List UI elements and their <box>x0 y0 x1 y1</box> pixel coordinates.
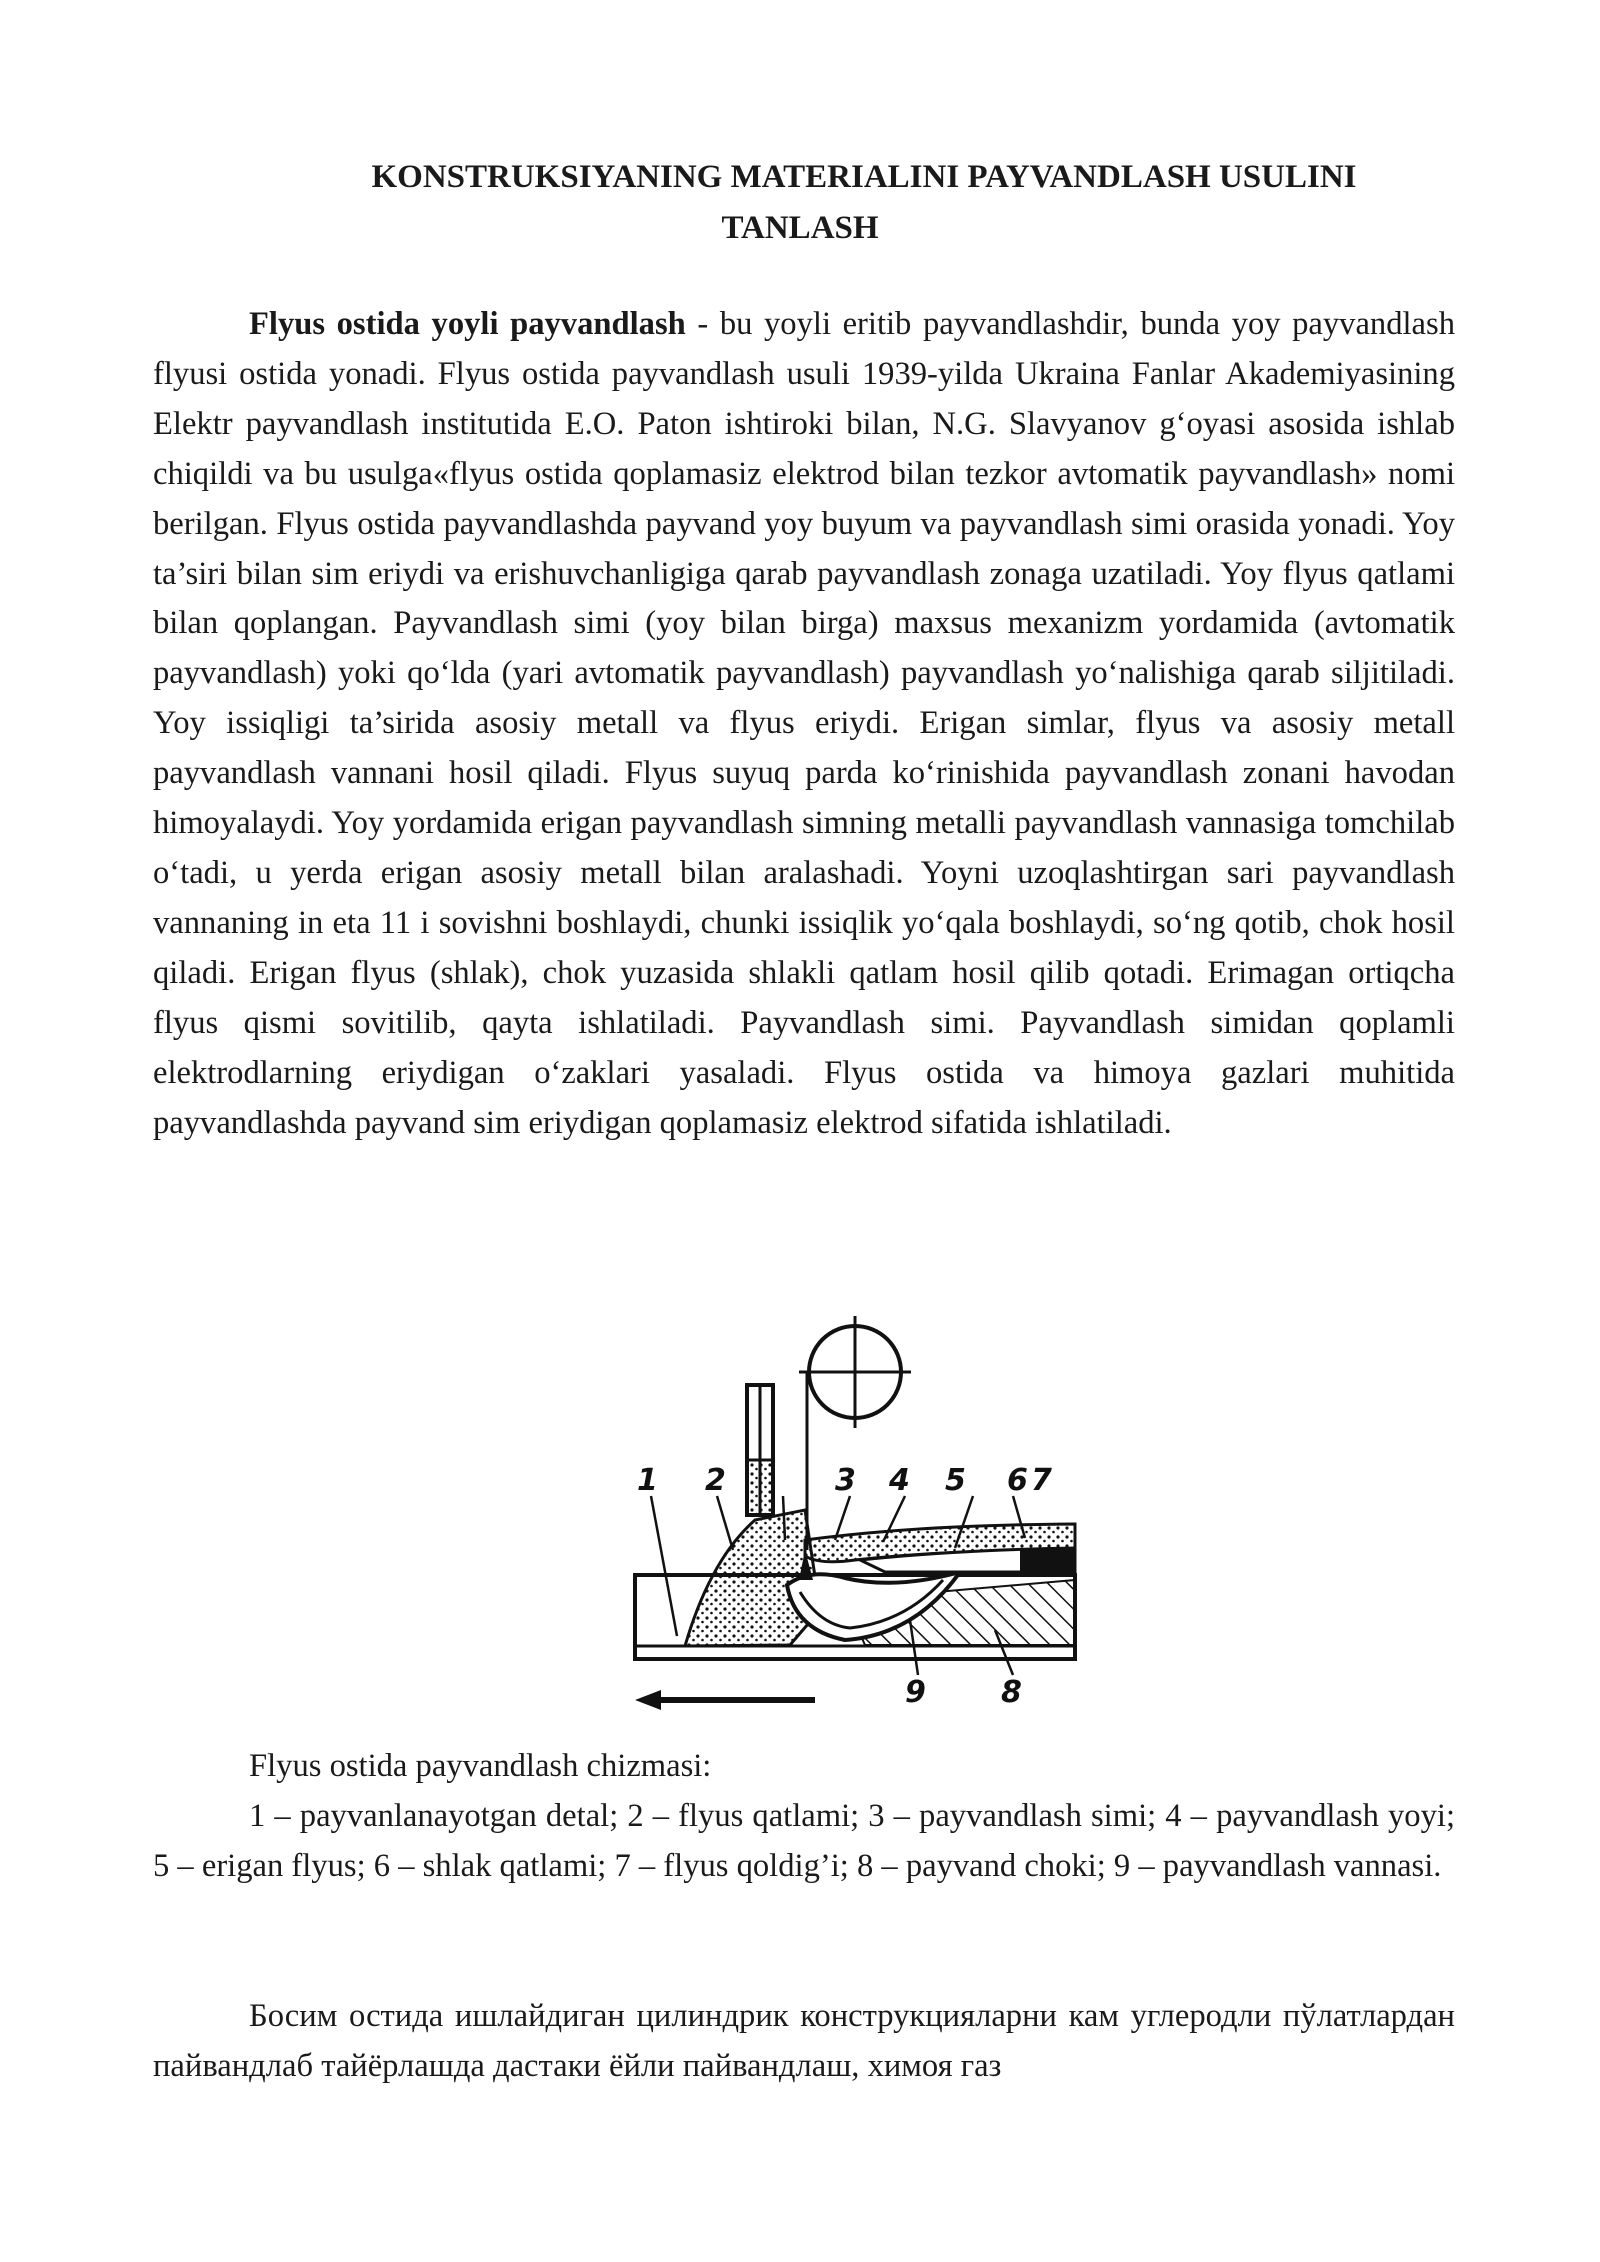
title-line-1: KONSTRUKSIYANING MATERIALINI PAYVANDLASH USULINI <box>371 159 1357 195</box>
paragraph-1-lead: Flyus ostida yoyli payvandlash <box>249 306 686 342</box>
paragraph-2 <box>153 1992 1455 2092</box>
slag-layer <box>805 1524 1075 1572</box>
paragraph-1-body: - bu yoyli eritib payvandlashdir, bunda yoy payvandlash flyusi ostida yonadi. Flyus ostida payvandlash usuli 1939-yilda Ukraina Fanlar Akademiyasining Elektr payvandlash institutida E.O. Paton ishtiroki bilan, N.G. Slavyanov g‘oyasi asosida ishlab chiqildi va bu usulga«flyus ostida qoplamasiz elektrod bilan tezkor avtomatik payvandlash» nomi berilgan. Flyus ostida payvandlashda payvand yoy buyum va payvandlash simi orasida yonadi. Yoy ta’siri bilan sim eriydi va erishuvchanligiga qarab payvandlash zonaga uzatiladi. Yoy flyus qatlami bilan qoplangan. Payvandlash simi (yoy bilan birga) maxsus mexanizm yordamida (avtomatik payvandlash) yoki qo‘lda (yari avtomatik payvandlash) payvandlash yo‘nalishiga qarab siljitiladi. Yoy issiqligi ta’sirida asosiy metall va flyus eriydi. Erigan simlar, flyus va asosiy metall payvandlash vannani hosil qiladi. Flyus suyuq parda ko‘rinishida payvandlash zonani havodan himoyalaydi. Yoy yordamida erigan payvandlash simning metalli payvandlash vannasiga tomchilab o‘tadi, u yerda erigan asosiy metall bilan aralashadi. Yoyni uzoqlashtirgan sari payvandlash vannaning in eta 11 i sovishni boshlaydi, chunki issiqlik yo‘qala boshlaydi, so‘ng qotib, chok hosil qiladi. Erigan flyus (shlak), chok yuzasida shlakli qatlam hosil qilib qotadi. Erimagan ortiqcha flyus qismi sovitilib, qayta ishlatiladi. Payvandlash simi. Payvandlash simidan qoplamli elektrodlarning eriydigan o‘zaklari yasaladi. Flyus ostida va himoya gazlari muhitida payvandlashda payvand sim eriydigan qoplamasiz elektrod sifatida ishlatiladi. <box>153 306 1455 1141</box>
paragraph-1 <box>153 300 1455 1148</box>
label-9: 9 <box>905 1675 926 1710</box>
caption-list-text: 1 – payvanlanayotgan detal; 2 – flyus qatlami; 3 – payvandlash simi; 4 – payvandlash yoyi; 5 – erigan flyus; 6 – shlak qatlami; 7 – flyus qoldig’i; 8 – payvand choki; 9 – payvandlash vannasi. <box>153 1798 1455 1884</box>
wire-nozzle <box>747 1385 773 1515</box>
feed-roller <box>799 1316 911 1550</box>
label-3: 3 <box>835 1463 856 1498</box>
welding-diagram-svg <box>615 1310 1095 1730</box>
label-7: 7 <box>1031 1463 1052 1498</box>
label-4: 4 <box>889 1463 910 1498</box>
caption-title-text: Flyus ostida payvandlash chizmasi: <box>249 1748 712 1784</box>
label-1: 1 <box>637 1463 658 1498</box>
welding-diagram <box>615 1310 1095 1730</box>
paragraph-2-text: Босим остида ишлайдиган цилиндрик конструкцияларни кам углеродли пўлатлардан пайвандлаб тайёрлашда дастаки ёйли пайвандлаш, химоя газ <box>153 1998 1455 2084</box>
title-line-2: TANLASH <box>721 210 879 246</box>
label-8: 8 <box>1001 1675 1022 1710</box>
label-2: 2 <box>705 1463 726 1498</box>
figure-caption-title <box>153 1742 1455 1792</box>
direction-arrow <box>635 1690 815 1710</box>
page-title <box>150 152 1450 254</box>
label-6: 6 <box>1007 1463 1028 1498</box>
figure-caption-list <box>153 1792 1455 1892</box>
label-5: 5 <box>945 1463 966 1498</box>
